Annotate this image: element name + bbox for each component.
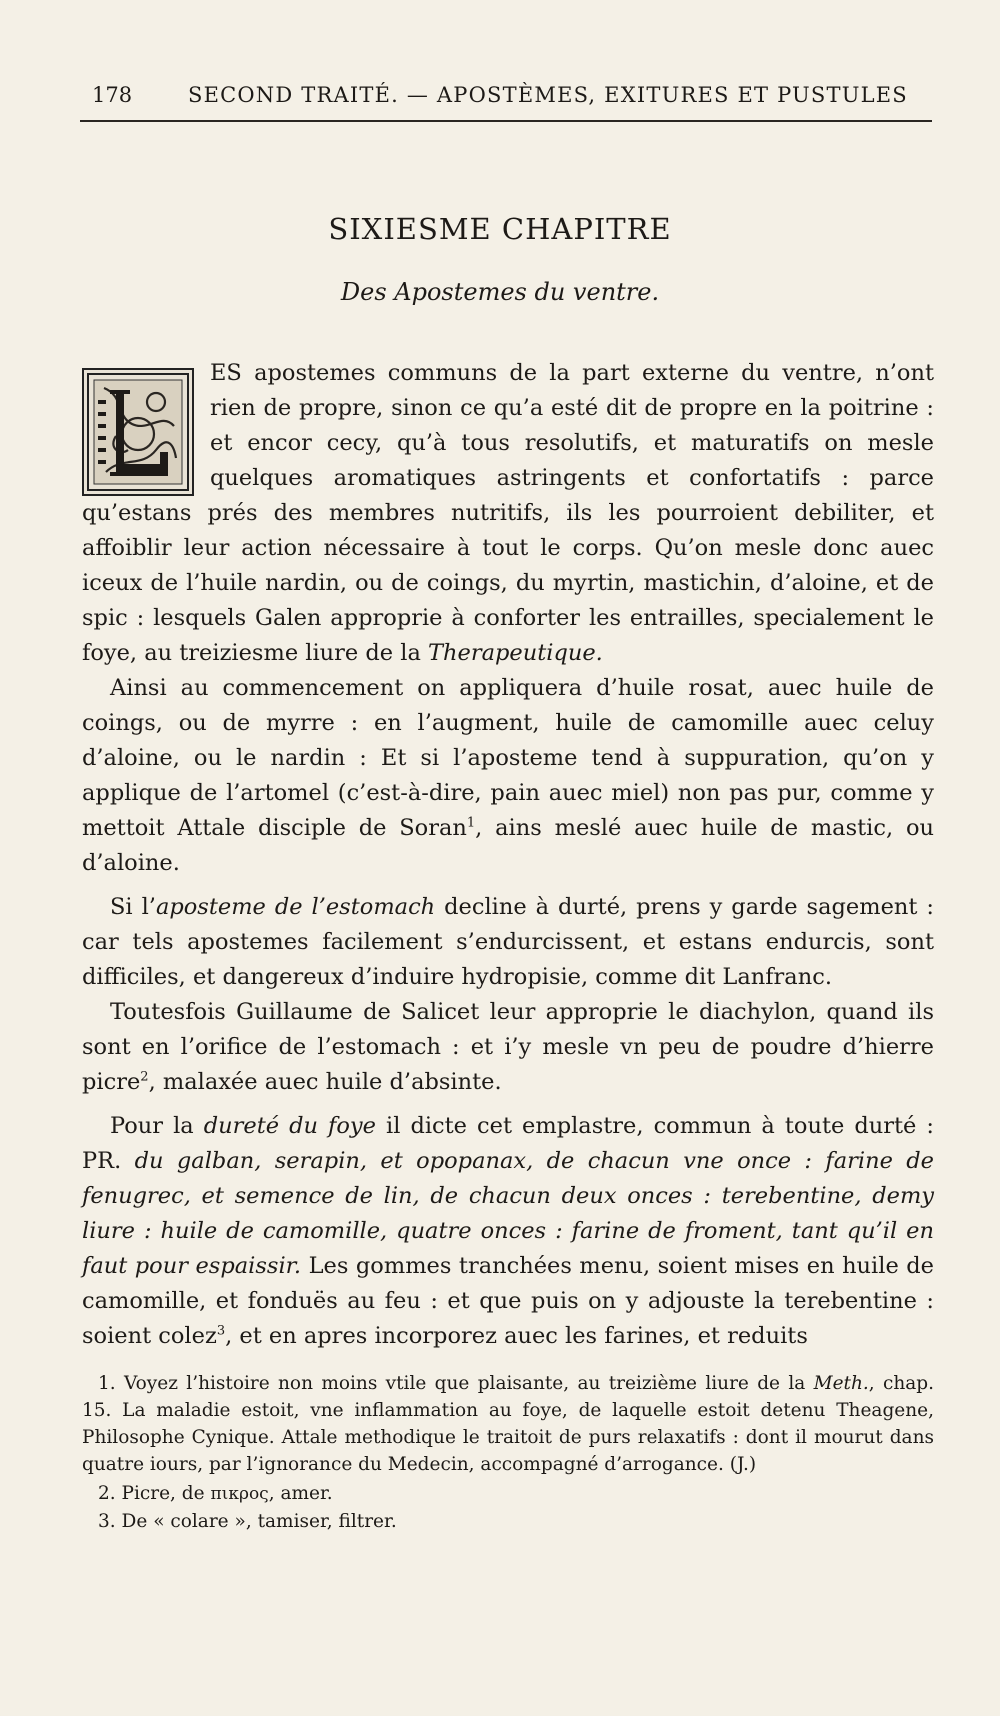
paragraph-5-end: , et en apres incorporez auec les farines, et reduits (225, 1323, 808, 1349)
paragraph-3-end: decline à durté, prens y garde sagement : car tels apostemes facilement s’endurcissent, et estans endurcis, sont difficiles, et dangereux d’induire hydropisie, comme dit Lanfranc. (82, 894, 934, 990)
paragraph-5-mid: il dicte cet emplastre, commun à toute durté : PR. (82, 1113, 935, 1174)
body-text (82, 356, 934, 1354)
ornate-letter-l-icon (82, 368, 194, 496)
footnote-1-italic: Meth. (813, 1373, 869, 1394)
footnote-3: 3. De « colare », tamiser, filtrer. (98, 1511, 397, 1532)
paragraph-1-text: apostemes communs de la part externe du ventre, n’ont rien de propre, sinon ce qu’a esté dit de propre en la poitrine : et encor cecy, qu’à tous resolutifs, et maturatifs on mesle quelques aromatiques astringents et confortatifs : parce qu’estans prés des membres nutritifs, ils les pourroient debiliter, et affoiblir leur action nécessaire à tout le corps. Qu’on mesle donc auec iceux de l’huile nardin, ou de coings, du myrtin, mastichin, d’aloine, et de spic : lesquels Galen approprie à conforter les entrailles, specialement le foye, au treiziesme liure de la (82, 360, 934, 666)
footnotes (82, 1370, 934, 1535)
footnote-ref-3[interactable]: 3 (216, 1323, 226, 1339)
paragraph-3-start: Si l’ (110, 894, 156, 920)
chapter-title: SIXIESME CHAPITRE (328, 212, 672, 246)
paragraph-5-start: Pour la (110, 1113, 204, 1139)
page-number: 178 (92, 83, 133, 107)
paragraph-5-italic-1: dureté du foye (203, 1113, 376, 1139)
paragraph-4-end: , malaxée auec huile d’absinte. (148, 1069, 502, 1095)
paragraph-2-text: Ainsi au commencement on appliquera d’huile rosat, auec huile de coings, ou de myrre : en l’augment, huile de camomille auec celuy d’aloine, ou le nardin : Et si l’aposteme tend à suppuration, qu’on y applique de l’artomel (c’est-à-dire, pain auec miel) non pas pur, comme y mettoit Attale disciple de Soran (82, 675, 934, 841)
paragraph-5 (82, 1109, 934, 1354)
footnote-2-greek: πικρος (210, 1484, 269, 1504)
footnote-2-end: , amer. (268, 1483, 333, 1504)
paragraph-3 (82, 890, 934, 995)
page-header (92, 78, 942, 112)
paragraph-5-italic-2: du galban, serapin, et opopanax, de chacun vne once : farine de fenugrec, et semence de lin, de chacun deux onces : terebentine, demy liure : huile de camomille, quatre onces : farine de froment, tant qu’il en faut pour espaissir. (82, 1148, 934, 1279)
footnote-1-end: , chap. 15. La maladie estoit, vne inflammation au foye, de laquelle estoit detenu Theagene, Philosophe Cynique. Attale methodique le traitoit de purs relaxatifs : dont il mourut dans quatre iours, par l’ignorance du Medecin, accompagné d’arrogance. (J.) (82, 1373, 934, 1475)
paragraph-1 (82, 356, 934, 671)
paragraph-3-italic: aposteme de l’estomach (155, 894, 436, 920)
running-title: SECOND TRAITÉ. — APOSTÈMES, EXITURES ET PUSTULES (188, 83, 908, 107)
dropcap-continuation: ES (210, 360, 242, 386)
paragraph-2 (82, 671, 934, 881)
footnote-ref-2[interactable]: 2 (140, 1069, 149, 1085)
paragraph-5-mid-2: Les gommes tranchées menu, soient mises en huile de camomille, et fonduës au feu : et que puis on y adjouste la terebentine : soient colez (82, 1253, 934, 1349)
footnote-1-start: 1. Voyez l’histoire non moins vtile que plaisante, au treizième liure de la (98, 1373, 814, 1394)
paragraph-2-end: , ains meslé auec huile de mastic, ou d’aloine. (82, 815, 934, 876)
footnote-2-start: 2. Picre, de (98, 1483, 211, 1504)
footnote-1 (82, 1370, 934, 1478)
paragraph-1-italic: Therapeutique. (428, 640, 603, 666)
footnote-ref-1[interactable]: 1 (466, 815, 476, 831)
paragraph-4 (82, 995, 934, 1100)
header-rule (80, 120, 932, 122)
chapter-subtitle: Des Apostemes du ventre. (340, 278, 660, 306)
paragraph-4-start: Toutesfois Guillaume de Salicet leur approprie le diachylon, quand ils sont en l’orifice de l’estomach : et i’y mesle vn peu de poudre d’hierre picre (82, 999, 934, 1095)
footnote-2 (82, 1480, 934, 1508)
